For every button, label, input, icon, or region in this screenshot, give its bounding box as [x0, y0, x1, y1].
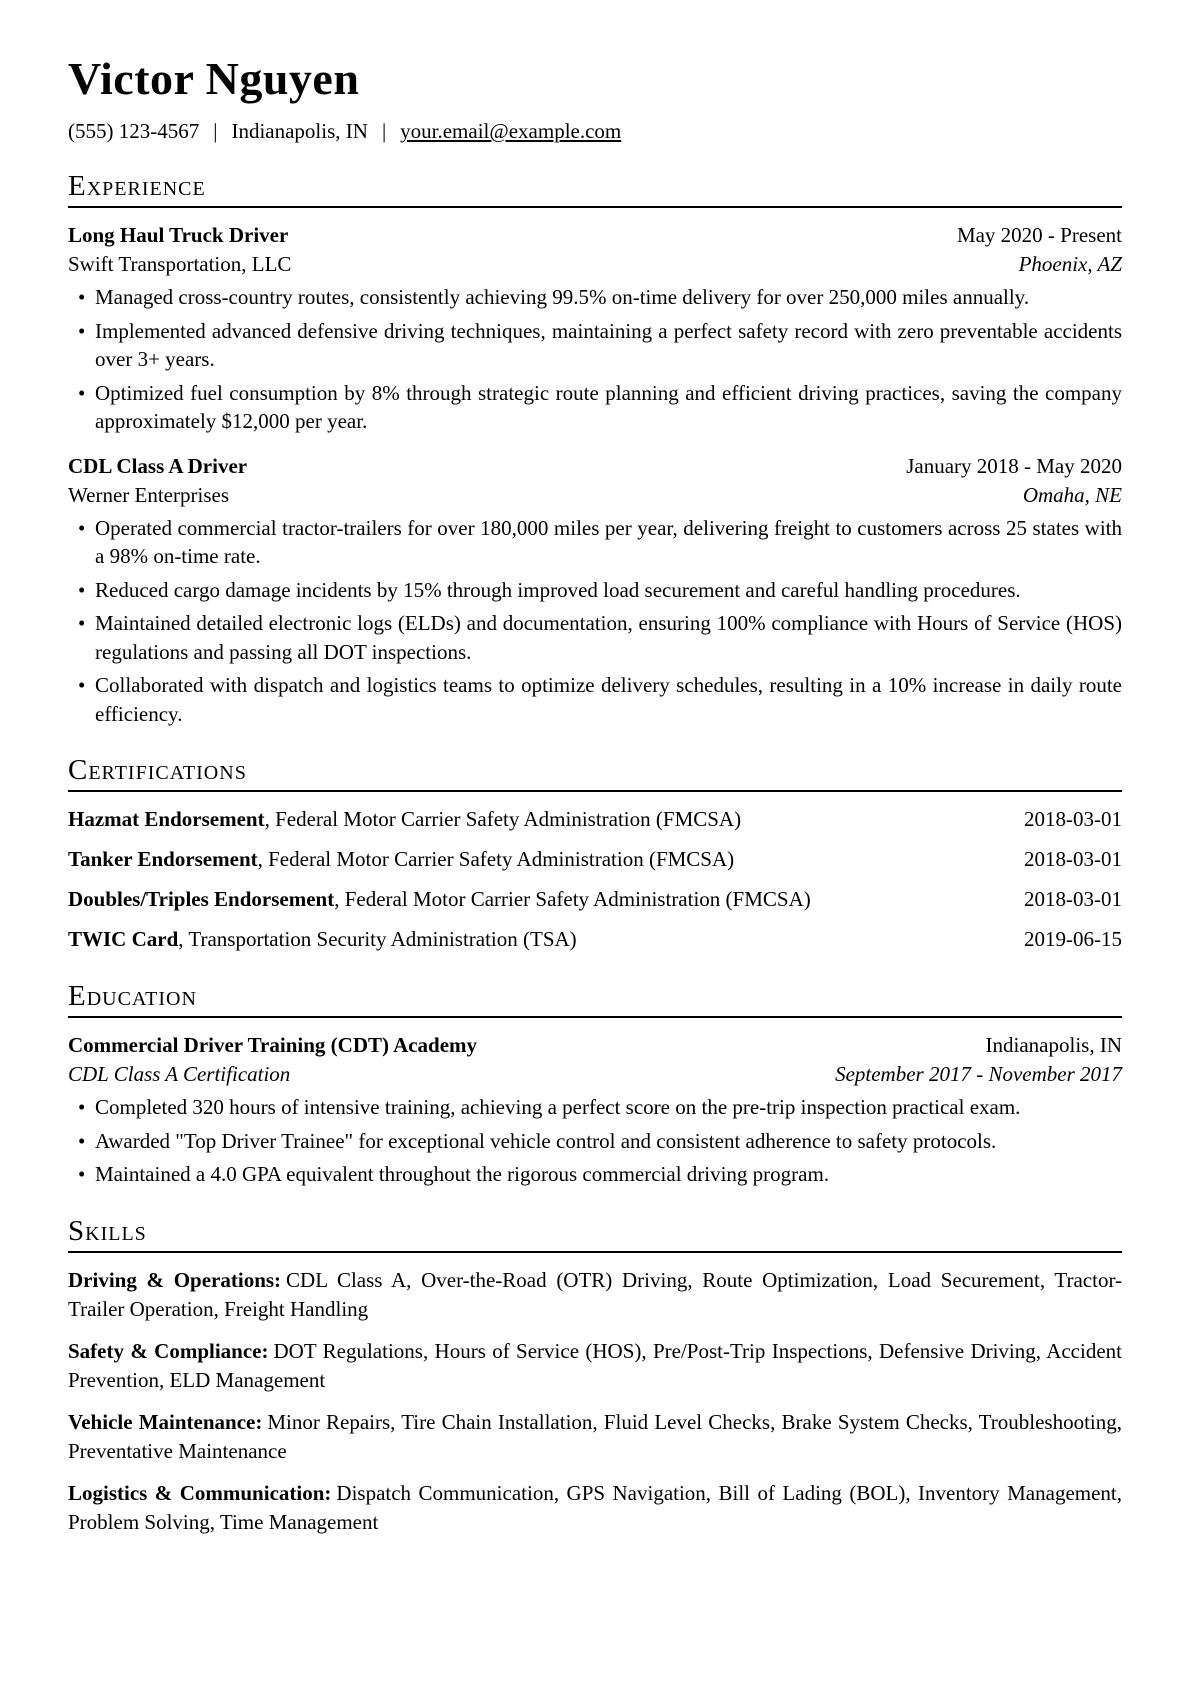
- location-text: Indianapolis, IN: [231, 119, 368, 143]
- skill-category: Vehicle Maintenance:: [68, 1409, 263, 1434]
- job-dates: May 2020 - Present: [956, 223, 1122, 247]
- job-title-row: [68, 452, 1122, 481]
- certification-date: 2018-03-01: [1024, 847, 1122, 871]
- education-bullet: • Completed 320 hours of intensive training, achieving a perfect score on the pre-trip inspection practical exam.: [95, 1093, 1122, 1122]
- contact-separator: |: [381, 119, 387, 143]
- skill-items: Dispatch Communication, GPS Navigation, Bill of Lading (BOL), Inventory Management, Problem Solving, Time Management: [68, 1480, 1123, 1534]
- certification-row: [68, 845, 1122, 874]
- certification-issuer: , Transportation Security Administration (TSA): [178, 927, 577, 951]
- certification-name: Tanker Endorsement: [68, 847, 258, 871]
- certification-text: [68, 925, 577, 954]
- certification-issuer: , Federal Motor Carrier Safety Administration (FMCSA): [264, 807, 742, 831]
- job-entry: [68, 221, 1122, 436]
- job-title-row: [68, 221, 1122, 250]
- education-dates: September 2017 - November 2017: [835, 1062, 1122, 1086]
- section-experience: [68, 170, 1122, 728]
- section-education: [68, 980, 1122, 1189]
- resume-header: [68, 52, 1122, 144]
- job-dates: January 2018 - May 2020: [906, 453, 1122, 478]
- education-entry: [68, 1031, 1122, 1189]
- job-company: Swift Transportation, LLC: [68, 252, 292, 276]
- school-name: Commercial Driver Training (CDT) Academy: [68, 1033, 478, 1057]
- candidate-name: Victor Nguyen: [68, 53, 360, 104]
- job-bullet: • Optimized fuel consumption by 8% through strategic route planning and efficient driving practices, saving the company approximately $12,000 per year.: [95, 379, 1122, 436]
- job-bullet: • Reduced cargo damage incidents by 15% through improved load securement and careful handling procedures.: [95, 576, 1122, 605]
- skill-items: DOT Regulations, Hours of Service (HOS), Pre/Post-Trip Inspections, Defensive Driving, Accident Prevention, ELD Management: [68, 1338, 1122, 1392]
- job-bullet: • Operated commercial tractor-trailers for over 180,000 miles per year, delivering freight to customers across 25 states with a 98% on-time rate.: [95, 514, 1122, 571]
- job-entry: [68, 452, 1122, 729]
- certification-issuer: , Federal Motor Carrier Safety Administration (FMCSA): [334, 887, 811, 911]
- phone-number: (555) 123-4567: [68, 119, 200, 143]
- education-bullet: • Maintained a 4.0 GPA equivalent throughout the rigorous commercial driving program.: [95, 1160, 1122, 1189]
- section-title-education: Education: [68, 980, 1122, 1018]
- job-location: Phoenix, AZ: [1018, 252, 1122, 276]
- job-bullet: • Collaborated with dispatch and logistics teams to optimize delivery schedules, resulting in a 10% increase in daily route efficiency.: [95, 671, 1122, 728]
- section-title-certifications: Certifications: [68, 754, 1122, 792]
- education-school-row: [68, 1031, 1122, 1060]
- skill-items: Minor Repairs, Tire Chain Installation, Fluid Level Checks, Brake System Checks, Troubleshooting, Preventative Maintenance: [68, 1409, 1122, 1463]
- skill-group: [68, 1266, 1122, 1324]
- certification-text: [68, 805, 741, 834]
- skill-group: [68, 1408, 1122, 1466]
- job-bullet-list: [68, 514, 1122, 729]
- job-bullet: • Implemented advanced defensive driving techniques, maintaining a perfect safety record with zero preventable accidents over 3+ years.: [95, 317, 1122, 374]
- section-certifications: [68, 754, 1122, 954]
- job-company-row: [68, 481, 1122, 510]
- education-degree-row: [68, 1060, 1122, 1089]
- contact-line: [68, 119, 1122, 144]
- job-location: Omaha, NE: [1022, 482, 1122, 507]
- skill-category: Driving & Operations:: [68, 1267, 282, 1292]
- certification-date: 2019-06-15: [1024, 927, 1122, 951]
- certification-row: [68, 805, 1122, 834]
- skill-group: [68, 1479, 1122, 1537]
- certification-date: 2018-03-01: [1024, 887, 1122, 911]
- email-link[interactable]: your.email@example.com: [400, 119, 622, 143]
- school-location: Indianapolis, IN: [985, 1033, 1122, 1057]
- degree-name: CDL Class A Certification: [68, 1062, 291, 1086]
- section-title-experience: Experience: [68, 170, 1122, 208]
- job-bullet: • Maintained detailed electronic logs (ELDs) and documentation, ensuring 100% compliance with Hours of Service (HOS) regulations and passing all DOT inspections.: [95, 609, 1122, 666]
- certification-issuer: , Federal Motor Carrier Safety Administration (FMCSA): [257, 847, 735, 871]
- job-company-row: [68, 250, 1122, 279]
- skill-group: [68, 1337, 1122, 1395]
- section-skills: [68, 1215, 1122, 1537]
- skill-items: CDL Class A, Over-the-Road (OTR) Driving, Route Optimization, Load Securement, Tractor-Trailer Operation, Freight Handling: [68, 1267, 1123, 1321]
- certification-text: [68, 885, 811, 914]
- skill-category: Logistics & Communication:: [68, 1480, 332, 1505]
- certification-name: Hazmat Endorsement: [68, 807, 265, 831]
- certification-name: Doubles/Triples Endorsement: [68, 887, 335, 911]
- certification-row: [68, 925, 1122, 954]
- section-title-skills: Skills: [68, 1215, 1122, 1253]
- job-title: CDL Class A Driver: [68, 453, 248, 478]
- certification-row: [68, 885, 1122, 914]
- skill-category: Safety & Compliance:: [68, 1338, 269, 1363]
- job-company: Werner Enterprises: [68, 482, 229, 507]
- contact-separator: |: [213, 119, 218, 143]
- certification-date: 2018-03-01: [1024, 807, 1122, 831]
- job-title: Long Haul Truck Driver: [68, 223, 289, 247]
- education-bullet: • Awarded "Top Driver Trainee" for exceptional vehicle control and consistent adherence to safety protocols.: [95, 1127, 1122, 1156]
- certification-name: TWIC Card: [68, 927, 179, 951]
- job-bullet-list: [68, 283, 1122, 436]
- education-bullet-list: [68, 1093, 1122, 1189]
- job-bullet: • Managed cross-country routes, consistently achieving 99.5% on-time delivery for over 250,000 miles annually.: [95, 283, 1122, 312]
- certification-text: [68, 845, 734, 874]
